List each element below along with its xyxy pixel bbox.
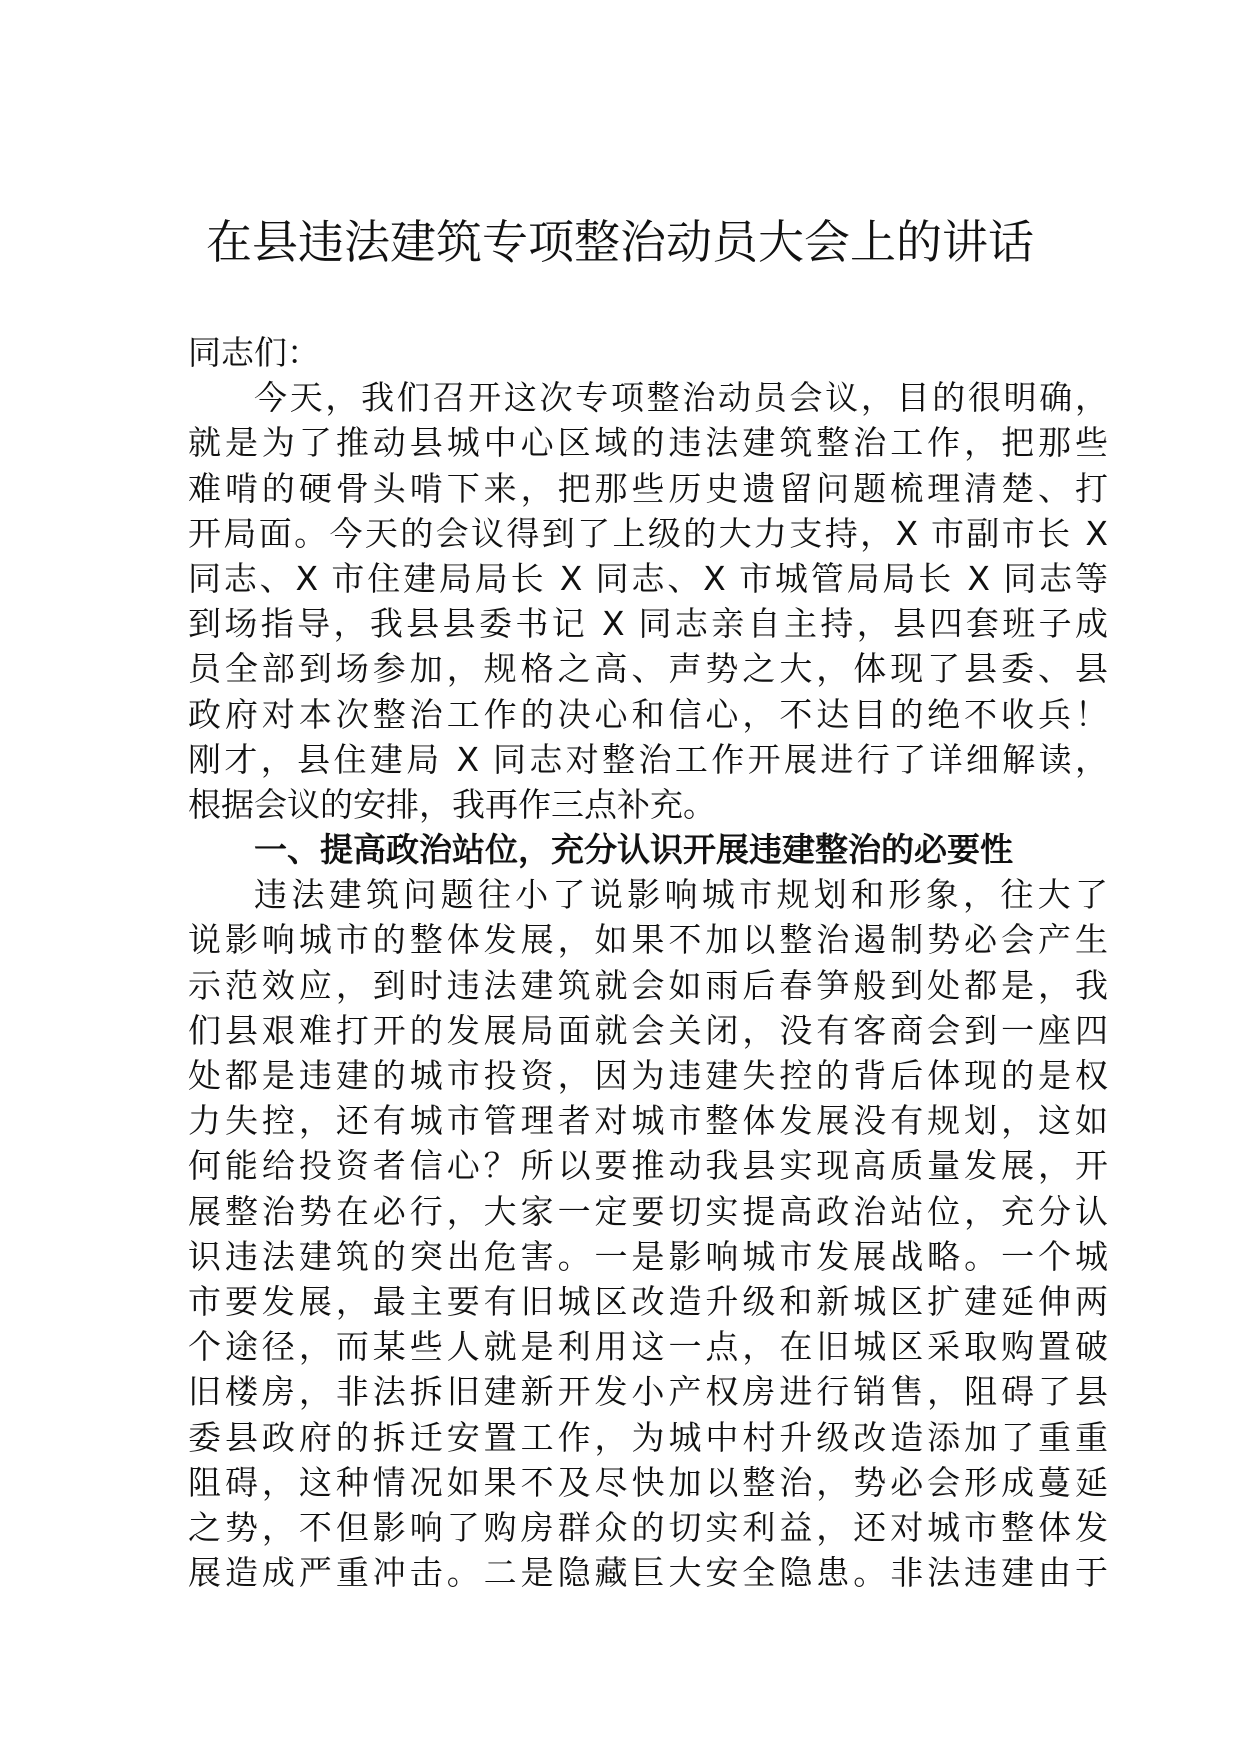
paragraph-line: 们县艰难打开的发展局面就会关闭，没有客商会到一座四 bbox=[188, 1010, 1108, 1050]
paragraph-line: 员全部到场参加，规格之高、声势之大，体现了县委、县 bbox=[188, 649, 1108, 689]
paragraph-line: 力失控，还有城市管理者对城市整体发展没有规划，这如 bbox=[188, 1101, 1108, 1141]
paragraph-line: 政府对本次整治工作的决心和信心，不达目的绝不收兵！ bbox=[188, 694, 1108, 734]
paragraph-line: 示范效应，到时违法建筑就会如雨后春笋般到处都是，我 bbox=[188, 965, 1108, 1005]
paragraph-line: 说影响城市的整体发展，如果不加以整治遏制势必会产生 bbox=[188, 920, 1108, 960]
paragraph-line: 委县政府的拆迁安置工作，为城中村升级改造添加了重重 bbox=[188, 1417, 1108, 1457]
paragraph-line: 个途径，而某些人就是利用这一点，在旧城区采取购置破 bbox=[188, 1327, 1108, 1367]
paragraph-line: 同志、X 市住建局局长 X 同志、X 市城管局局长 X 同志等 bbox=[188, 558, 1108, 598]
paragraph-line: 识违法建筑的突出危害。一是影响城市发展战略。一个城 bbox=[188, 1236, 1108, 1276]
document-body bbox=[188, 330, 1108, 1595]
salutation: 同志们： bbox=[188, 333, 320, 372]
paragraph-line: 难啃的硬骨头啃下来，把那些历史遗留问题梳理清楚、打 bbox=[188, 468, 1108, 508]
paragraph-line: 展整治势在必行，大家一定要切实提高政治站位，充分认 bbox=[188, 1191, 1108, 1231]
paragraph-line: 今天，我们召开这次专项整治动员会议，目的很明确， bbox=[254, 378, 1108, 418]
paragraph-line: 之势，不但影响了购房群众的切实利益，还对城市整体发 bbox=[188, 1507, 1108, 1547]
paragraph-line: 阻碍，这种情况如果不及尽快加以整治，势必会形成蔓延 bbox=[188, 1462, 1108, 1502]
paragraph-line: 处都是违建的城市投资，因为违建失控的背后体现的是权 bbox=[188, 1056, 1108, 1095]
paragraph-line: 就是为了推动县城中心区域的违法建筑整治工作，把那些 bbox=[188, 423, 1108, 463]
paragraph-line: 旧楼房，非法拆旧建新开发小产权房进行销售，阻碍了县 bbox=[188, 1372, 1108, 1412]
paragraph-line: 何能给投资者信心？所以要推动我县实现高质量发展，开 bbox=[188, 1146, 1108, 1186]
document-title: 在县违法建筑专项整治动员大会上的讲话 bbox=[206, 215, 1034, 269]
paragraph-line: 展造成严重冲击。二是隐藏巨大安全隐患。非法违建由于 bbox=[188, 1553, 1108, 1593]
paragraph-line: 开局面。今天的会议得到了上级的大力支持，X 市副市长 X bbox=[188, 513, 1108, 553]
paragraph-line: 刚才，县住建局 X 同志对整治工作开展进行了详细解读， bbox=[188, 739, 1108, 779]
paragraph-line: 违法建筑问题往小了说影响城市规划和形象，往大了 bbox=[254, 875, 1108, 915]
paragraph-line: 市要发展，最主要有旧城区改造升级和新城区扩建延伸两 bbox=[188, 1281, 1108, 1321]
section-heading: 一、提高政治站位，充分认识开展违建整治的必要性 bbox=[254, 830, 1013, 870]
paragraph-line: 到场指导，我县县委书记 X 同志亲自主持，县四套班子成 bbox=[188, 604, 1108, 644]
paragraph-line: 根据会议的安排，我再作三点补充。 bbox=[188, 784, 716, 824]
